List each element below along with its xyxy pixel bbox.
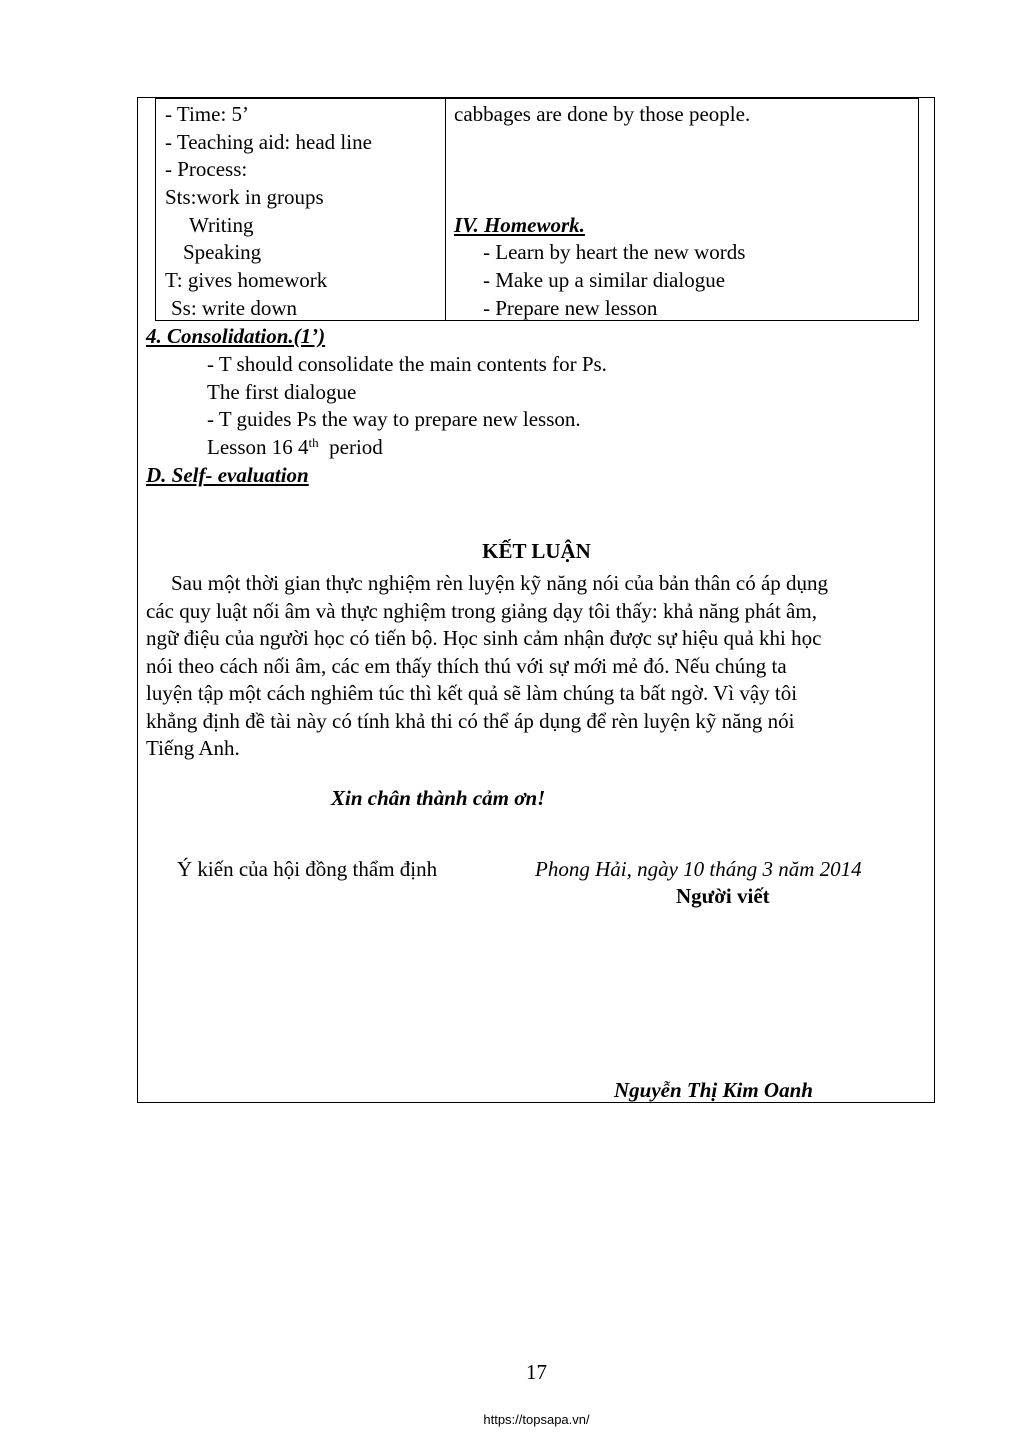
conclusion-line: ngữ điệu của người học có tiến bộ. Học sinh cảm nhận được sự hiệu quả khi học — [146, 626, 822, 650]
consolidation-line-main-contents: - T should consolidate the main contents for Ps. — [207, 352, 607, 376]
lesson-sup: th — [308, 435, 319, 450]
homework-item-dialogue: - Make up a similar dialogue — [483, 268, 726, 292]
conclusion-line: khẳng định đề tài này có tính khả thi có thể áp dụng để rèn luyện kỹ năng nói — [146, 708, 795, 733]
footer-url: https://topsapa.vn/ — [483, 1412, 590, 1427]
consolidation-line-guides: - T guides Ps the way to prepare new lesson. — [207, 407, 581, 431]
table-left-line-write-down: Ss: write down — [171, 296, 297, 320]
table-left-line-process: - Process: — [165, 157, 248, 181]
conclusion-line: Sau một thời gian thực nghiệm rèn luyện kỹ năng nói của bản thân có áp dụng — [171, 571, 829, 595]
place-date: Phong Hải, ngày 10 tháng 3 năm 2014 — [535, 857, 862, 881]
table-left-line-speaking: Speaking — [183, 240, 262, 264]
lesson-suffix: period — [329, 435, 383, 459]
writer-name: Nguyễn Thị Kim Oanh — [614, 1078, 813, 1102]
consolidation-line-first-dialogue: The first dialogue — [207, 380, 357, 404]
conclusion-line: nói theo cách nối âm, các em thấy thích thú với sự mới mẻ đó. Nếu chúng ta — [146, 653, 787, 678]
homework-item-learn: - Learn by heart the new words — [483, 240, 746, 264]
consolidation-heading: 4. Consolidation.(1’) — [146, 324, 326, 348]
table-column-divider — [445, 98, 446, 321]
conclusion-line: các quy luật nối âm và thực nghiệm trong giảng dạy tôi thấy: khả năng phát âm, — [146, 598, 817, 623]
self-evaluation-heading: D. Self- evaluation — [146, 463, 309, 487]
homework-heading: IV. Homework. — [454, 213, 585, 237]
thanks-line: Xin chân thành cảm ơn! — [331, 786, 546, 810]
table-left-line-teaching-aid: - Teaching aid: head line — [165, 130, 372, 154]
conclusion-line: Tiếng Anh. — [146, 736, 240, 760]
conclusion-line: luyện tập một cách nghiêm túc thì kết quả sẽ làm chúng ta bất ngờ. Vì vậy tôi — [146, 681, 798, 705]
table-right-line-cabbages: cabbages are done by those people. — [454, 102, 751, 126]
table-left-line-writing: Writing — [189, 213, 254, 237]
writer-label: Người viết — [676, 884, 770, 908]
page-number: 17 — [526, 1360, 547, 1384]
conclusion-paragraph — [146, 570, 931, 763]
table-left-line-groups: Sts:work in groups — [165, 185, 324, 209]
lesson-prefix: Lesson 16 4 — [207, 435, 309, 459]
homework-item-prepare: - Prepare new lesson — [483, 296, 658, 320]
table-left-line-gives-homework: T: gives homework — [165, 268, 328, 292]
conclusion-title: KẾT LUẬN — [482, 539, 591, 563]
table-left-line-time: - Time: 5’ — [165, 102, 250, 126]
consolidation-line-lesson — [207, 433, 383, 461]
council-opinion-label: Ý kiến của hội đồng thẩm định — [177, 857, 438, 881]
